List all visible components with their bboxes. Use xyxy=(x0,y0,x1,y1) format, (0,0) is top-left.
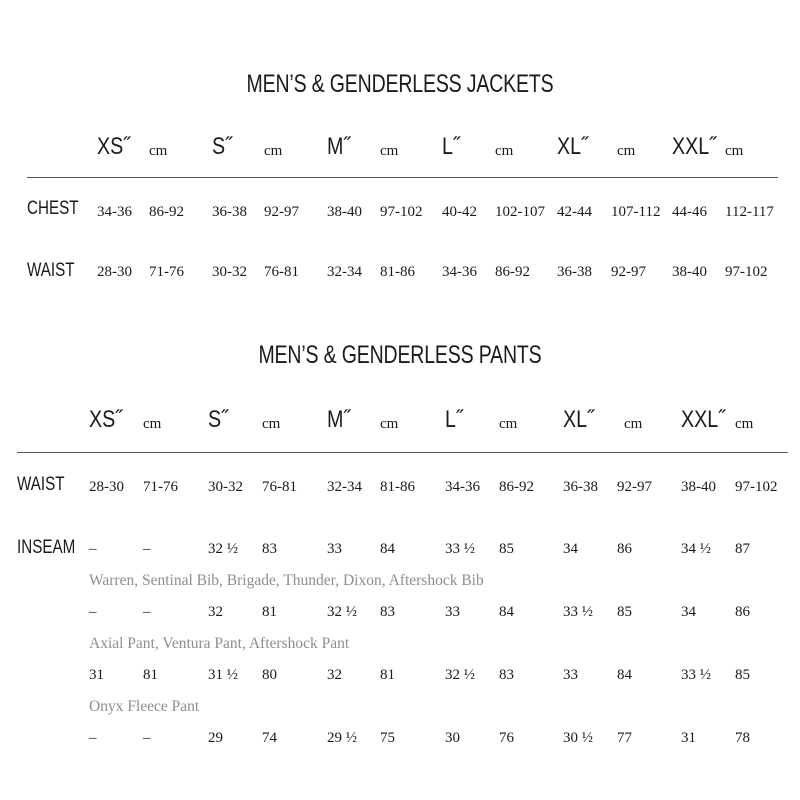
pants-inseam-cell: 83 xyxy=(380,604,395,620)
jackets-waist-cell: 28-30 xyxy=(97,264,132,280)
jackets-waist-label: WAIST xyxy=(27,260,75,281)
pants-inseam-cell: 32 xyxy=(208,604,223,620)
pants-inseam-cell: 81 xyxy=(143,667,158,683)
jackets-chest-cell: 40-42 xyxy=(442,204,477,220)
pants-inseam-cell: 33 ½ xyxy=(445,541,475,557)
pants-inseam-cell: 85 xyxy=(499,541,514,557)
pants-inseam-cell: 86 xyxy=(617,541,632,557)
pants-inseam-cell: 30 ½ xyxy=(563,730,593,746)
pants-inseam-cell: 34 ½ xyxy=(681,541,711,557)
pants-inseam-cell: 31 xyxy=(681,730,696,746)
pants-inseam-cell: 84 xyxy=(617,667,632,683)
jackets-unit-xs: cm xyxy=(149,143,168,159)
pants-inseam-cell: 33 ½ xyxy=(563,604,593,620)
pants-unit-l: cm xyxy=(499,416,518,432)
jackets-chest-cell: 102-107 xyxy=(495,204,545,220)
jackets-waist-cell: 30-32 xyxy=(212,264,247,280)
jackets-chest-cell: 34-36 xyxy=(97,204,132,220)
jackets-title: MEN’S & GENDERLESS JACKETS xyxy=(246,70,554,98)
pants-waist-label: WAIST xyxy=(17,474,65,495)
pants-inseam-cell: 81 xyxy=(380,667,395,683)
pants-inseam-cell: 32 ½ xyxy=(445,667,475,683)
pants-inseam-cell: 33 ½ xyxy=(681,667,711,683)
pants-waist-cell: 28-30 xyxy=(89,479,124,495)
pants-inseam-cell: 31 xyxy=(89,667,104,683)
pants-unit-xs: cm xyxy=(143,416,162,432)
pants-inseam-cell: – xyxy=(89,604,97,620)
pants-inseam-cell: 32 ½ xyxy=(208,541,238,557)
pants-inseam-cell: 85 xyxy=(617,604,632,620)
pants-size-xs: XS˝ xyxy=(89,406,122,433)
pants-inseam-cell: 30 xyxy=(445,730,460,746)
jackets-unit-xl: cm xyxy=(617,143,636,159)
pants-inseam-cell: 32 ½ xyxy=(327,604,357,620)
jackets-chest-cell: 36-38 xyxy=(212,204,247,220)
jackets-waist-cell: 71-76 xyxy=(149,264,184,280)
jackets-size-l: L˝ xyxy=(442,133,460,160)
pants-title: MEN’S & GENDERLESS PANTS xyxy=(258,341,542,369)
pants-waist-cell: 30-32 xyxy=(208,479,243,495)
pants-inseam-cell: 77 xyxy=(617,730,632,746)
pants-waist-cell: 76-81 xyxy=(262,479,297,495)
jackets-waist-cell: 32-34 xyxy=(327,264,362,280)
jackets-chest-cell: 86-92 xyxy=(149,204,184,220)
jackets-chest-cell: 112-117 xyxy=(725,204,774,220)
pants-inseam-cell: 34 xyxy=(563,541,578,557)
pants-inseam-cell: – xyxy=(143,730,151,746)
jackets-chest-cell: 92-97 xyxy=(264,204,299,220)
pants-inseam-cell: 83 xyxy=(262,541,277,557)
jackets-chest-label: CHEST xyxy=(27,198,79,219)
pants-inseam-cell: 78 xyxy=(735,730,750,746)
pants-inseam-cell: 34 xyxy=(681,604,696,620)
pants-inseam-cell: 29 xyxy=(208,730,223,746)
pants-waist-cell: 92-97 xyxy=(617,479,652,495)
pants-size-l: L˝ xyxy=(445,406,463,433)
pants-waist-cell: 97-102 xyxy=(735,479,778,495)
pants-size-s: S˝ xyxy=(208,406,228,433)
jackets-chest-cell: 97-102 xyxy=(380,204,423,220)
pants-inseam-cell: 87 xyxy=(735,541,750,557)
pants-header-rule xyxy=(17,452,788,453)
pants-inseam-cell: 33 xyxy=(563,667,578,683)
inseam-fit-note: Onyx Fleece Pant xyxy=(89,698,200,715)
jackets-waist-cell: 97-102 xyxy=(725,264,768,280)
jackets-unit-s: cm xyxy=(264,143,283,159)
jackets-chest-cell: 107-112 xyxy=(611,204,661,220)
pants-inseam-cell: 84 xyxy=(499,604,514,620)
pants-inseam-cell: 86 xyxy=(735,604,750,620)
jackets-unit-l: cm xyxy=(495,143,514,159)
pants-inseam-cell: 85 xyxy=(735,667,750,683)
jackets-size-s: S˝ xyxy=(212,133,232,160)
pants-waist-cell: 34-36 xyxy=(445,479,480,495)
pants-inseam-cell: 29 ½ xyxy=(327,730,357,746)
pants-inseam-cell: 33 xyxy=(445,604,460,620)
pants-waist-cell: 81-86 xyxy=(380,479,415,495)
pants-inseam-cell: – xyxy=(143,541,151,557)
jackets-size-m: M˝ xyxy=(327,133,350,160)
pants-size-xxl: XXL˝ xyxy=(681,406,725,433)
jackets-unit-m: cm xyxy=(380,143,399,159)
pants-waist-cell: 36-38 xyxy=(563,479,598,495)
pants-inseam-cell: 83 xyxy=(499,667,514,683)
pants-unit-xl: cm xyxy=(624,416,643,432)
pants-inseam-cell: 84 xyxy=(380,541,395,557)
jackets-waist-cell: 38-40 xyxy=(672,264,707,280)
pants-inseam-cell: – xyxy=(89,730,97,746)
jackets-waist-cell: 36-38 xyxy=(557,264,592,280)
inseam-fit-note: Warren, Sentinal Bib, Brigade, Thunder, Dixon, Aftershock Bib xyxy=(89,572,484,589)
pants-inseam-cell: 75 xyxy=(380,730,395,746)
jackets-waist-cell: 81-86 xyxy=(380,264,415,280)
jackets-chest-cell: 42-44 xyxy=(557,204,592,220)
pants-waist-cell: 71-76 xyxy=(143,479,178,495)
pants-inseam-cell: 74 xyxy=(262,730,277,746)
jackets-waist-cell: 86-92 xyxy=(495,264,530,280)
jackets-unit-xxl: cm xyxy=(725,143,744,159)
pants-inseam-cell: 31 ½ xyxy=(208,667,238,683)
pants-size-m: M˝ xyxy=(327,406,350,433)
jackets-header-rule xyxy=(27,177,778,178)
jackets-size-xs: XS˝ xyxy=(97,133,130,160)
pants-unit-s: cm xyxy=(262,416,281,432)
pants-unit-m: cm xyxy=(380,416,399,432)
pants-inseam-cell: 33 xyxy=(327,541,342,557)
jackets-size-xl: XL˝ xyxy=(557,133,588,160)
inseam-fit-note: Axial Pant, Ventura Pant, Aftershock Pant xyxy=(89,635,350,652)
pants-unit-xxl: cm xyxy=(735,416,754,432)
pants-inseam-label: INSEAM xyxy=(17,537,76,558)
jackets-chest-cell: 38-40 xyxy=(327,204,362,220)
pants-inseam-cell: 76 xyxy=(499,730,514,746)
jackets-waist-cell: 92-97 xyxy=(611,264,646,280)
pants-waist-cell: 38-40 xyxy=(681,479,716,495)
pants-inseam-cell: 81 xyxy=(262,604,277,620)
jackets-waist-cell: 34-36 xyxy=(442,264,477,280)
pants-inseam-cell: – xyxy=(89,541,97,557)
jackets-chest-cell: 44-46 xyxy=(672,204,707,220)
pants-inseam-cell: – xyxy=(143,604,151,620)
jackets-size-xxl: XXL˝ xyxy=(672,133,716,160)
jackets-waist-cell: 76-81 xyxy=(264,264,299,280)
pants-waist-cell: 32-34 xyxy=(327,479,362,495)
pants-inseam-cell: 80 xyxy=(262,667,277,683)
pants-inseam-cell: 32 xyxy=(327,667,342,683)
pants-size-xl: XL˝ xyxy=(563,406,594,433)
pants-waist-cell: 86-92 xyxy=(499,479,534,495)
